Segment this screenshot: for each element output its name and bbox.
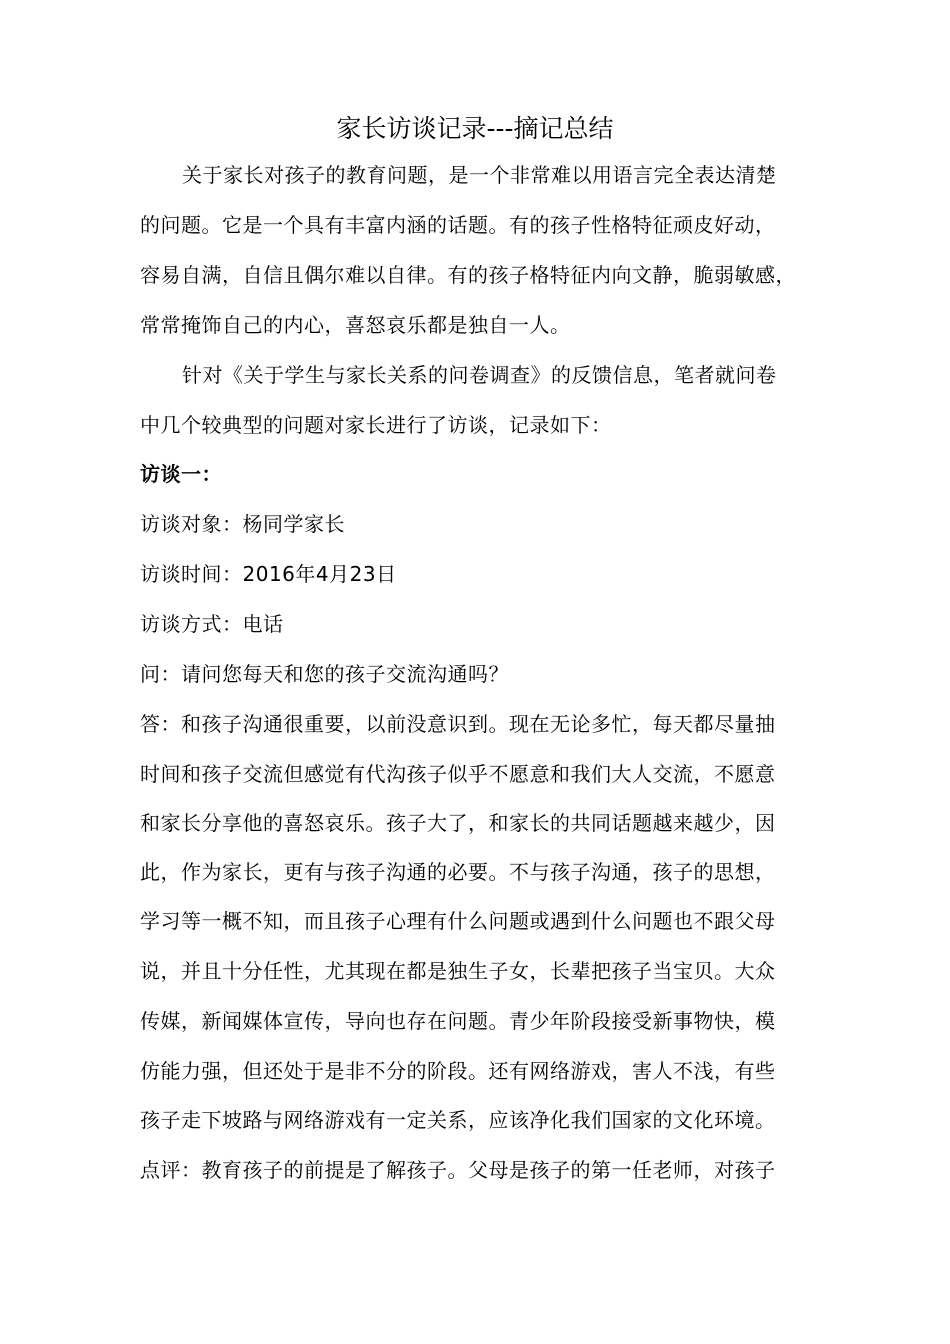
paragraph-line: 中几个较典型的问题对家长进行了访谈，记录如下： (140, 413, 612, 437)
answer-line: 此，作为家长，更有与孩子沟通的必要。不与孩子沟通，孩子的思想， (140, 860, 776, 884)
section-heading: 访谈一： (140, 462, 222, 486)
answer-line: 说，并且十分任性，尤其现在都是独生子女，长辈把孩子当宝贝。大众 (140, 959, 776, 983)
answer-line: 学习等一概不知，而且孩子心理有什么问题或遇到什么问题也不跟父母 (140, 909, 776, 933)
interview-method: 访谈方式：电话 (140, 612, 284, 636)
answer-line: 答：和孩子沟通很重要，以前没意识到。现在无论多忙，每天都尽量抽 (140, 712, 776, 736)
interview-time: 访谈时间：2016年4月23日 (140, 562, 397, 586)
answer-line: 仿能力强，但还处于是非不分的阶段。还有网络游戏，害人不浅，有些 (140, 1059, 776, 1083)
interview-subject: 访谈对象：杨同学家长 (140, 512, 345, 536)
comment-line: 点评：教育孩子的前提是了解孩子。父母是孩子的第一任老师，对孩子 (140, 1158, 776, 1182)
answer-line: 孩子走下坡路与网络游戏有一定关系，应该净化我们国家的文化环境。 (140, 1108, 776, 1132)
paragraph-line: 关于家长对孩子的教育问题，是一个非常难以用语言完全表达清楚 (182, 163, 777, 187)
answer-line: 和家长分享他的喜怒哀乐。孩子大了，和家长的共同话题越来越少，因 (140, 811, 776, 835)
paragraph-line: 常常掩饰自己的内心，喜怒哀乐都是独自一人。 (140, 313, 571, 337)
paragraph-line: 容易自满，自信且偶尔难以自律。有的孩子格特征内向文静，脆弱敏感， (140, 263, 796, 287)
paragraph-line: 针对《关于学生与家长关系的问卷调查》的反馈信息，笔者就问卷 (182, 363, 777, 387)
answer-line: 传媒，新闻媒体宣传，导向也存在问题。青少年阶段接受新事物快，模 (140, 1009, 776, 1033)
document-title: 家长访谈记录---摘记总结 (336, 114, 614, 143)
question-line: 问：请问您每天和您的孩子交流沟通吗？ (140, 662, 509, 686)
answer-line: 时间和孩子交流但感觉有代沟孩子似乎不愿意和我们大人交流，不愿意 (140, 762, 776, 786)
paragraph-line: 的问题。它是一个具有丰富内涵的话题。有的孩子性格特征顽皮好动， (140, 213, 776, 237)
